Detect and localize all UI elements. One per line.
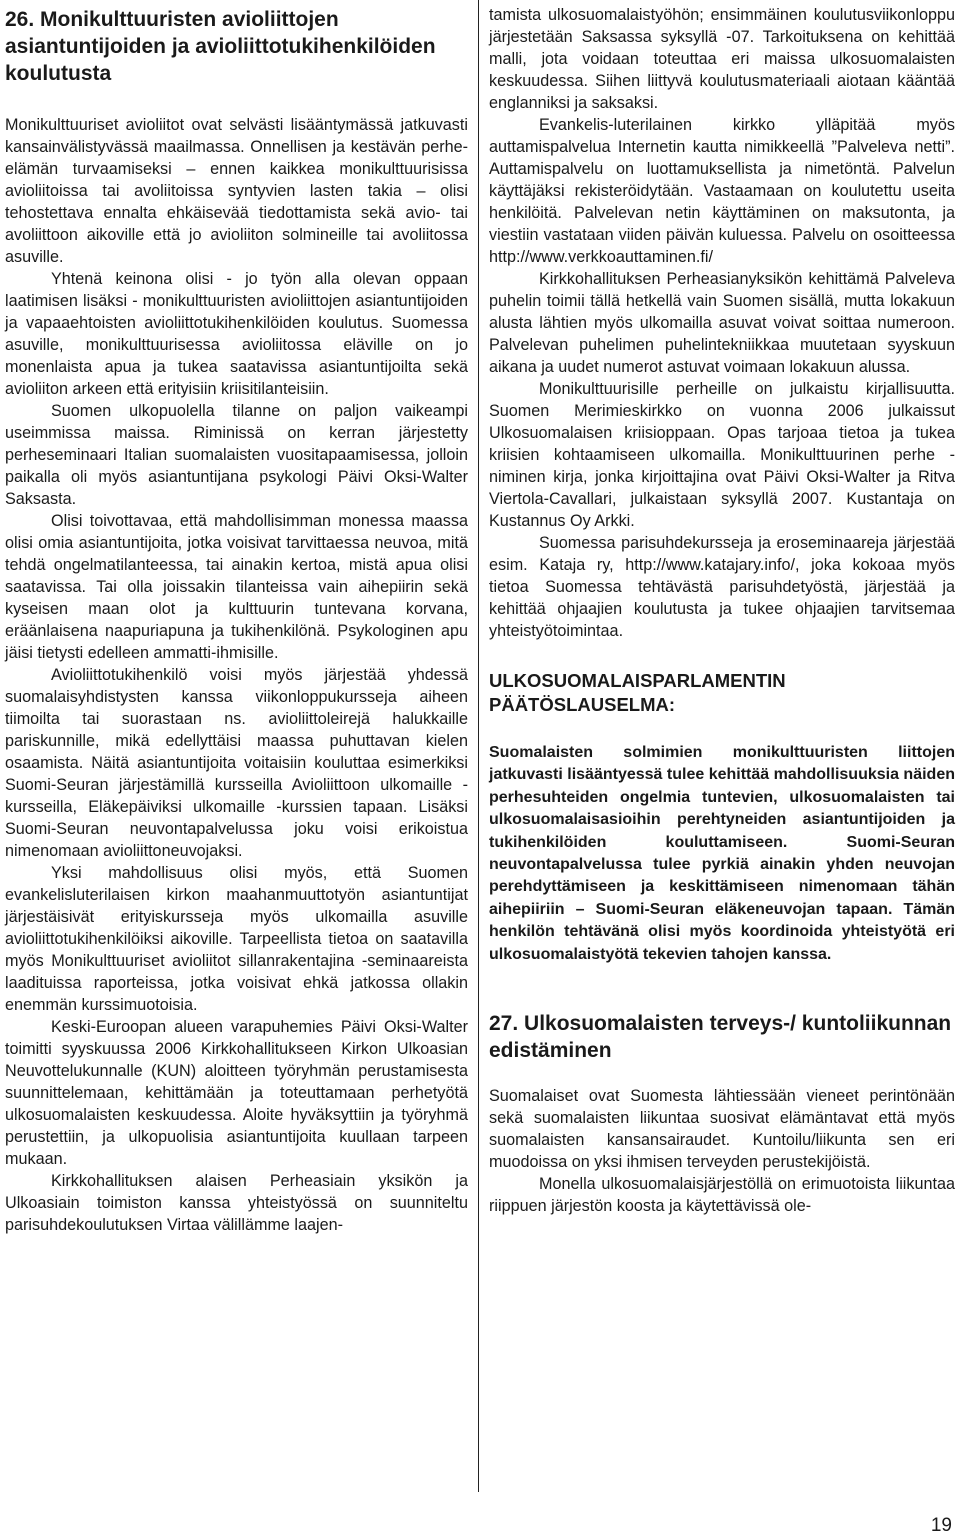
right-column — [489, 4, 955, 1217]
section-26-heading: 26. Monikulttuuristen avioliittojen asiantuntijoiden ja avioliittotukihenkilöiden koulutusta — [5, 8, 436, 85]
paragraph: Monikulttuuriset avioliitot ovat selvästi lisääntymässä jatkuvasti kansainvälistyvässä maailmassa. Onnellisen ja kestävän perhe-elämän turvaamiseksi – ennen kaikkea monikulttuurisissa avioliitoissa tai avoliitoissa syntyvien lasten takia – olisi tehostettava ennalta ehkäisevää tiedottamista sekä avio- tai avoliittoon aikoville että jo avioliiton solmineille tai avoliitossa asuville. — [5, 116, 468, 266]
resolution-text: Suomalaisten solmimien monikulttuuristen liittojen jatkuvasti lisääntyessä tulee kehittää mahdollisuuksia näiden perhesuhteiden ongelmia tuntevien, ulkosuomalaisten tai ulkosuomalaisasioihin perehtyneiden asiantuntijoiden ja tukihenkilöiden kouluttamiseen. Suomi-Seuran neuvontapalvelussa tulee pyrkiä ainakin yhden neuvojan perehdyttämiseen ja keskittämiseen nimenomaan tähän aihepiiriin – Suomi-Seuran eläkeneuvojan tapaan. Tämän henkilön tehtävänä olisi myös koordinoida yhteistyötä eri ulkosuomalaistyötä tekevien tahojen kanssa. — [489, 744, 955, 963]
paragraph: Avioliittotukihenkilö voisi myös järjestää yhdessä suomalaisyhdistysten kanssa viikonloppukursseja aiheen tiimoilta tai suorastaan ns. avioliittoleirejä halukkaille pariskunnille, mikä edellyttäisi maassa puhuttavan kielen osaamista. Näitä asiantuntijoita voitaisiin kouluttaa esimerkiksi Suomi-Seuran järjestämillä kursseilla Avioliittoon ulkomaille -kursseilla, Eläkepäiviksi ulkomaille -kurssien tapaan. Lisäksi Suomi-Seuran neuvontapalvelussa joku voisi erikoistua nimenomaan avioliittoneuvojaksi. — [5, 666, 468, 860]
paragraph: tamista ulkosuomalaistyöhön; ensimmäinen koulutusviikonloppu järjestetään Saksassa syksyllä -07. Tarkoituksena on kehittää malli, jota voidaan toteuttaa eri maissa ulkosuomalaisten keskuudessa. Siihen liittyvä koulutusmateriaali aiotaan kääntää englanniksi ja saksaksi. — [489, 6, 955, 112]
section-27-heading: 27. Ulkosuomalaisten terveys-/ kuntoliikunnan edistäminen — [489, 1012, 952, 1063]
paragraph: Kirkkohallituksen Perheasianyksikön kehittämä Palveleva puhelin toimii tällä hetkellä vain Suomen sisällä, mutta lokakuun alusta lähtien myös ulkomailla asuvat voivat soittaa numeroon. Palvelevan puhelimen puhelintekniikkaa muutetaan syyskuun aikana ja uudet numerot astuvat voimaan lokakuun alussa. — [489, 270, 955, 376]
page-number: 19 — [930, 1515, 952, 1536]
paragraph: Olisi toivottavaa, että mahdollisimman monessa maassa olisi omia asiantuntijoita, jotka voisivat tarvittaessa neuvoa, mitä tehdä ongelmatilanteessa, tai ainakin kertoa, mistä apua olisi saatavissa. Tai olla joissakin tilanteissa vain aihepiirin sekä kyseisen maan olot ja kulttuurin tuntevana korvana, eräänlaisena naapuriapuna ja tukihenkilönä. Psykologinen apu jäisi tietysti edelleen ammatti-ihmisille. — [5, 512, 468, 662]
paragraph: Suomen ulkopuolella tilanne on paljon vaikeampi useimmissa maissa. Riminissä on kerran järjestetty perheseminaari Italian suomalaisten vuositapaamisessa, jolloin paikalla oli myös asiantuntijana psykologi Päivi Oksi-Walter Saksasta. — [5, 402, 468, 508]
paragraph: Evankelis-luterilainen kirkko ylläpitää myös auttamispalvelua Internetin kautta nimikkeellä ”Palveleva netti”. Auttamispalvelu on luottamuksellista ja nimetöntä. Palvelun käyttäjäksi rekisteröidytään. Vastaamaan on koulutettu useita henkilöitä. Palvelevan netin käyttäminen on maksutonta, ja viestiin vastataan viiden päivän kuluessa. Palvelu on osoitteessa http://www.verkkoauttaminen.fi/ — [489, 116, 955, 266]
column-divider — [478, 0, 479, 1492]
paragraph: Keski-Euroopan alueen varapuhemies Päivi Oksi-Walter toimitti syyskuussa 2006 Kirkkohallitukseen Kirkon Ulkoasian Neuvottelukunnalle (KUN) aloitteen työryhmän perustamisesta suunnittelemaan, kehittämään ja toteuttamaan perhetyötä ulkosuomalaisten keskuudessa. Aloite hyväksyttiin ja työryhmä perustettiin, ja ulkopuolisia asiantuntijoita kuullaan tarpeen mukaan. — [5, 1018, 468, 1168]
paragraph: Suomessa parisuhdekursseja ja eroseminaareja järjestää esim. Kataja ry, http://www.katajary.info/, joka kokoaa myös tietoa Suomessa tehtävästä parisuhdetyöstä, järjestää ja kehittää ohjaajien koulutusta ja tukee ohjaajien tarvitsemaa yhteistyötoimintaa. — [489, 534, 955, 640]
paragraph: Monikulttuurisille perheille on julkaistu kirjallisuutta. Suomen Merimieskirkko on vuonna 2006 julkaissut Ulkosuomalaisen kriisioppaan. Opas tarjoaa tietoa ja tukea kriisien kohtaamiseen ulkomailla. Monikulttuurinen perhe -niminen kirja, jonka kirjoittajina ovat Päivi Oksi-Walter ja Ritva Viertola-Cavallari, julkaistaan syksyllä 2007. Kustantaja on Kustannus Oy Arkki. — [489, 380, 955, 530]
paragraph: Yhtenä keinona olisi - jo työn alla olevan oppaan laatimisen lisäksi - monikulttuuristen avioliittojen asiantuntijoiden ja vapaaehtoisten avioliittotukihenkilöiden koulutus. Suomessa asuville, monikulttuurisessa avioliitossa eläville on jo monenlaista apua ja tukea saatavissa asiantuntijoilta sekä avioliiton arkeen että erityisiin kriisitilanteisiin. — [5, 270, 468, 398]
paragraph: Kirkkohallituksen alaisen Perheasiain yksikön ja Ulkoasiain toimiston kanssa yhteistyössä on suunniteltu parisuhdekoulutuksen Virtaa välillämme laajen- — [5, 1172, 468, 1234]
paragraph: Suomalaiset ovat Suomesta lähtiessään vieneet perintönään sekä suomalaisten liikuntaa suosivat elämäntavat että myös suomalaisten kansansairaudet. Kuntoilu/liikunta sen eri muodoissa on yksi ihmisen terveyden perustekijöistä. — [489, 1087, 955, 1172]
paragraph: Yksi mahdollisuus olisi myös, että Suomen evankelisluterilaisen kirkon maahanmuuttotyön asiantuntijat järjestäisivät erityiskursseja myös ulkomailla asuville avioliittotukihenkilöiksi aikoville. Tarpeellista tietoa on saatavilla myös Monikulttuuriset avioliitot sillanrakentajina -seminaareista laadituissa raporteissa, jotka voisivat ehkä jatkossa ollakin enemmän kurssimuotoisia. — [5, 864, 468, 1014]
left-column — [5, 6, 468, 1236]
resolution-heading: ULKOSUOMALAISPARLAMENTIN PÄÄTÖSLAUSELMA: — [489, 670, 786, 715]
paragraph: Monella ulkosuomalaisjärjestöllä on erimuotoista liikuntaa riippuen järjestön koosta ja käytettävissä ole- — [489, 1175, 955, 1216]
